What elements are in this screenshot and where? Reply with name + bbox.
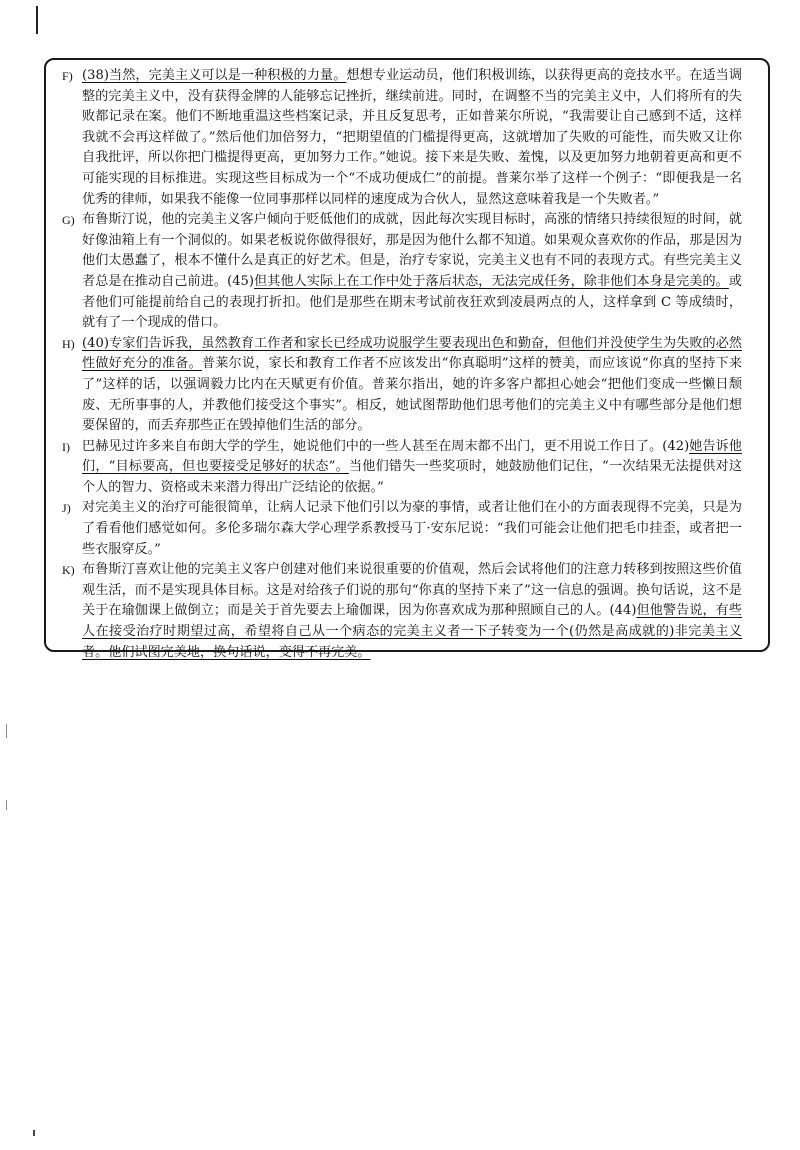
paragraph-k xyxy=(62,560,742,663)
paragraph-text: 布鲁斯汀喜欢让他的完美主义客户创建对他们来说很重要的价值观，然后会试将他们的注意力转移到按照这些价值观生活，而不是实现具体目标。这是对给孩子们说的那句“你真的坚持下来了”这一信息的强调。换句话说，这不是关于在瑜伽课上做倒立；而是关于首先要去上瑜伽课，因为你喜欢成为那种照顾自己的人。(44) xyxy=(82,562,742,619)
scan-margin-mark xyxy=(6,800,7,810)
paragraph-j xyxy=(62,498,742,560)
scan-margin-mark xyxy=(6,724,7,738)
scan-margin-mark xyxy=(36,6,38,34)
underlined-sentence: 她告诉他们，“目标要高，但也要接受足够好的状态”。 xyxy=(82,438,742,475)
paragraph-label: K) xyxy=(62,563,75,578)
paragraph-h xyxy=(62,334,742,437)
paragraph-label: I) xyxy=(62,439,71,454)
paragraph-f xyxy=(62,66,742,210)
underlined-sentence: (40)专家们告诉我，虽然教育工作者和家长已经成功说服学生要表现出色和勤奋，但他们并没使学生为失败的必然性做好充分的准备。 xyxy=(82,335,742,372)
paragraph-label: G) xyxy=(62,213,75,228)
paragraph-g xyxy=(62,210,742,334)
paragraph-text: 想想专业运动员，他们积极训练，以获得更高的竞技水平。在适当调整的完美主义中，没有获得金牌的人能够忘记挫折，继续前进。同时，在调整不当的完美主义中，人们将所有的失败都记录在案。他们不断地重温这些档案记录，并且反复思考，正如普莱尔所说，“我需要让自己感到不适，这样我就不会再这样做了。”然后他们加倍努力，“把期望值的门槛提得更高，这就增加了失败的可能性，而失败又让你自我批评，所以你把门槛提得更高，更加努力工作。”她说。接下来是失败、羞愧，以及更加努力地朝着更高和更不可能实现的目标推进。实现这些目标成为一个“不成功便成仁”的前提。普莱尔举了这样一个例子：“即便我是一名优秀的律师，如果我不能像一位同事那样以同样的速度成为合伙人，显然这意味着我是一个失败者。” xyxy=(82,68,742,207)
paragraph-i xyxy=(62,437,742,499)
paragraph-text: 普莱尔说，家长和教育工作者不应该发出“你真聪明”这样的赞美，而应该说“你真的坚持下来了”这样的话，以强调毅力比内在天赋更有价值。普莱尔指出，她的许多客户都担心她会“把他们变成一些懒日颓废、无所事事的人，并教他们接受这个事实”。相反，她试图帮助他们思考他们的完美主义中有哪些部分是他们想要保留的，而丢弃那些正在毁掉他们生活的部分。 xyxy=(82,356,743,434)
paragraph-label: J) xyxy=(62,501,71,516)
paragraph-text: 或者他们可能提前给自己的表现打折扣。他们是那些在期末考试前夜狂欢到凌晨两点的人，这样拿到 C 等成绩时，就有了一个现成的借口。 xyxy=(82,273,742,331)
underlined-sentence: (38)当然，完美主义可以是一种积极的力量。 xyxy=(82,68,347,83)
paragraph-label: F) xyxy=(62,69,73,83)
paragraph-text: 当他们错失一些奖项时，她鼓励他们记住，“一次结果无法提供对这个人的智力、资格或未来潜力得出广泛结论的依据。” xyxy=(82,459,742,495)
paragraph-text: 对完美主义的治疗可能很简单，让病人记录下他们引以为豪的事情，或者让他们在小的方面表现得不完美，只是为了看看他们感觉如何。多伦多瑞尔森大学心理学系教授马丁·安东尼说：“我们可能会让他们把毛巾挂歪，或者把一些衣服穿反。” xyxy=(82,500,742,557)
underlined-sentence: 但其他人实际上在工作中处于落后状态，无法完成任务，除非他们本身是完美的。 xyxy=(254,273,729,289)
paragraph-label: H) xyxy=(62,336,75,351)
passage-box xyxy=(44,58,770,660)
underlined-sentence: 但他警告说，有些人在接受治疗时期望过高，希望将自己从一个病态的完美主义者一下子转变为一个(仍然是高成就的)非完美主义者。他们试图完美地，换句话说，变得不再完美。 xyxy=(82,603,742,660)
paragraph-text: 巴赫见过许多来自布朗大学的学生，她说他们中的一些人甚至在周末都不出门，更不用说工作日了。(42) xyxy=(82,438,690,454)
scan-margin-mark xyxy=(33,1130,35,1136)
paragraph-text: 布鲁斯汀说，他的完美主义客户倾向于贬低他们的成就，因此每次实现目标时，高涨的情绪只持续很短的时间，就好像油箱上有一个洞似的。如果老板说你做得很好，那是因为他什么都不知道。如果观众喜欢你的作品，那是因为他们太愚蠢了，根本不懂什么是真正的好艺术。但是，治疗专家说，完美主义也有不同的表现方式。有些完美主义者总是在推动自己前进。(45) xyxy=(82,212,742,289)
